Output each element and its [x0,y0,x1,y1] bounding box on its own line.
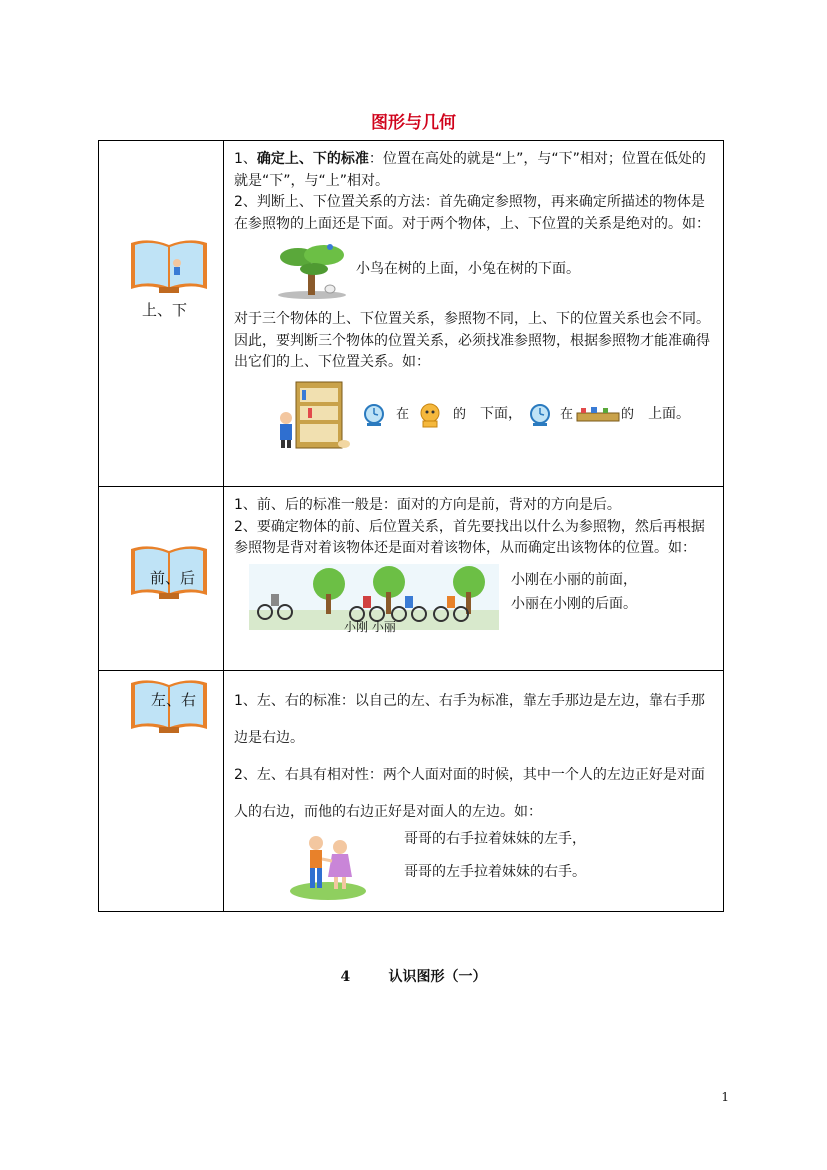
text: 下面， [480,405,523,422]
clock-icon [528,403,552,427]
example-row [234,564,715,636]
bold-text: 确定上、下的标准 [256,151,369,167]
section-title: 认识图形（一） [388,969,487,985]
paragraph: 2、要确定物体的前、后位置关系，首先要找出以什么为参照物，然后再根据参照物是背对着该物体还是面对着该物体，从而确定出该物体的位置。如： [234,518,705,556]
paragraph: 对于三个物体的上、下位置关系，参照物不同，上、下的位置关系也会不同。因此，要判断三个物体的位置关系，必须找准参照物，根据参照物才能准确得出它们的上、下位置关系。如： [234,311,710,370]
example-row [234,831,715,905]
row-content-cell [224,671,724,912]
table-row-front-back [99,487,724,671]
paragraph: 1、前、后的标准一般是：面对的方向是前，背对的方向是后。 [234,497,621,513]
row-label: 左、右 [151,691,197,709]
row-label-cell [99,141,224,487]
shelf-boy-image [274,378,354,452]
tree-bird-rabbit-image [274,241,350,299]
page-number: 1 [721,1090,729,1104]
row-content-cell [224,141,724,487]
next-section-heading [0,966,827,986]
image-caption [344,620,396,634]
row-label: 上、下 [142,301,188,319]
table-row-left-right [99,671,724,912]
clock-icon [362,403,386,427]
brother-sister-image [286,831,370,901]
row-label: 前、后 [150,569,196,587]
text: 在 [560,406,574,422]
text: ：位置在高处的就是“上”，与“下”相对；位置在低处的就是“下”，与“上”相对。 [234,151,706,189]
example-text: 小刚在小丽的前面， [511,571,637,588]
book-icon [129,237,209,295]
table-row-up-down [99,141,724,487]
page-title: 图形与几何 [371,113,456,133]
content-table [98,140,724,912]
text: 1、 [234,151,257,167]
paragraph: 2、判断上、下位置关系的方法：首先确定参照物，再来确定所描述的物体是在参照物的上面还是下面。对于两个物体，上、下位置的关系是绝对的。如： [234,194,710,232]
paragraph [234,149,715,192]
text: 的 [621,406,635,422]
row-content-cell [224,487,724,671]
row-label-cell [99,671,224,912]
caption-text: 小刚 [344,619,369,634]
example-text: 哥哥的右手拉着妹妹的左手， [404,831,586,847]
example-text-block [404,823,586,889]
section-number: 4 [340,969,351,985]
paragraph: 2、左、右具有相对性：两个人面对面的时候，其中一个人的左边正好是对面人的右边，而他的右边正好是对面人的左边。如： [234,767,705,820]
example-row [274,241,715,299]
text: 在 [396,406,410,422]
text: 上面。 [648,405,691,422]
example-text-block [511,568,637,616]
shelf-top-icon [575,405,621,425]
paragraph: 1、左、右的标准：以自己的左、右手为标准，靠左手那边是左边，靠右手那边是右边。 [234,693,705,746]
tiger-toy-icon [417,402,443,428]
example-text: 哥哥的左手拉着妹妹的右手。 [404,864,586,880]
caption-text: 小丽 [371,619,396,634]
text: 的 [453,406,467,422]
example-text: 小鸟在树的上面，小兔在树的下面。 [356,261,580,278]
example-row [274,378,715,452]
example-text: 小丽在小刚的后面。 [511,595,637,612]
row-label-cell [99,487,224,671]
